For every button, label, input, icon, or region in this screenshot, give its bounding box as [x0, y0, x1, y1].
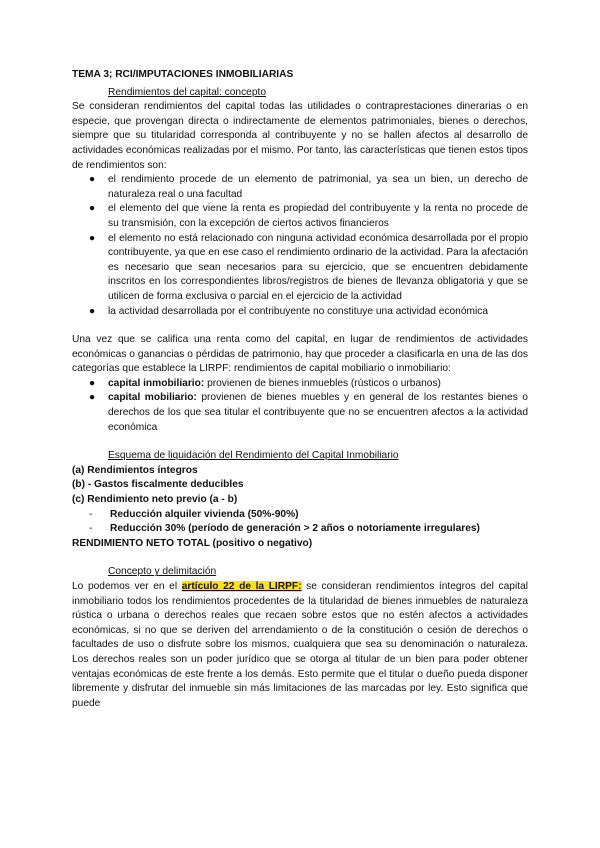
- bullet-icon: ●: [89, 232, 96, 244]
- highlighted-article: artículo 22 de la LIRPF:: [181, 581, 302, 592]
- page-title: TEMA 3; RCI/IMPUTACIONES INMOBILIARIAS: [72, 69, 294, 80]
- scheme-dash-line: - Reducción alquiler vivienda (50%-90%): [72, 508, 528, 523]
- scheme-dash-line: - Reducción 30% (período de generación > 2 años o notoriamente irregulares): [72, 522, 528, 537]
- dash-icon: -: [89, 508, 93, 520]
- list-item: ● la actividad desarrollada por el contribuyente no constituye una actividad económica: [72, 305, 528, 320]
- bullet-icon: ●: [89, 392, 96, 404]
- bullet-icon: ●: [89, 377, 96, 389]
- intro-paragraph: Se consideran rendimientos del capital todas las utilidades o contraprestaciones dinerarias o en especie, que provengan directa o indirectamente de elementos patrimoniales, bienes o derechos, siempre que su titularidad corresponda al contribuyente y no se hallen afectos al desarrollo de actividades económicas realizadas por el mismo. Por tanto, las características que tienen estos tipos de rendimientos son:: [72, 101, 528, 171]
- document-content: [72, 68, 528, 711]
- bullet-icon: ●: [89, 305, 96, 317]
- list-item: ● capital mobiliario: provienen de bienes muebles y en general de los restantes bienes o derechos de los que sea titular el contribuyente que no se encuentren afectos a la actividad económica: [89, 392, 528, 433]
- section-heading-delimitacion: Concepto y delimitación: [108, 566, 217, 578]
- list-item: ● el elemento no está relacionado con ninguna actividad económica desarrollada por el propio contribuyente, ya que en ese caso el rendimiento ordinario de la actividad. Para la afectación es necesario que sean necesarios para su ejercicio, que se encuentren debidamente inscritos en los correspondientes libros/registros de bienes de llevanza obligatoria y que se utilicen de forma exclusiva o parcial en el ejercicio de la actividad: [89, 232, 528, 302]
- section-heading-esquema: Esquema de liquidación del Rendimiento del Capital Inmobiliario: [108, 450, 399, 462]
- bullet-icon: ●: [89, 174, 96, 186]
- list-item: ● el elemento del que viene la renta es propiedad del contribuyente y la renta no procede de su transmisión, con la excepción de ciertos activos financieros: [89, 203, 528, 229]
- section-heading-concepto: Rendimientos del capital: concepto: [108, 86, 267, 98]
- categories-list: [72, 377, 528, 435]
- dash-icon: -: [89, 523, 93, 535]
- liquidation-scheme: [72, 464, 528, 552]
- scheme-total: RENDIMIENTO NETO TOTAL (positivo o negativo): [72, 537, 313, 549]
- bullet-icon: ●: [89, 203, 96, 215]
- characteristics-list: [72, 173, 528, 319]
- list-item: ● el rendimiento procede de un elemento de patrimonial, ya sea un bien, un derecho de naturaleza real o una facultad: [89, 174, 528, 200]
- classification-paragraph: Una vez que se califica una renta como del capital, en lugar de rendimientos de actividades económicas o ganancias o pérdidas de patrimonio, hay que proceder a clasificarla en una de las dos categorías que establece la LIRPF: rendimientos de capital mobiliario o inmobiliario:: [72, 334, 528, 375]
- list-item: ● capital inmobiliario: provienen de bienes inmuebles (rústicos o urbanos): [72, 377, 528, 392]
- article-paragraph: Lo podemos ver en el artículo 22 de la LIRPF: se consideran rendimientos íntegros del capital inmobiliario todos los rendimientos procedentes de la titularidad de bienes inmuebles de naturaleza rústica o urbana o derechos reales que recaen sobre estos que no estén afectos a actividades económicas, si no que se deriven del arrendamiento o de la constitución o cesión de derechos o facultades de uso o disfrute sobre los mismos, cualquiera que sea su denominación o naturaleza. Los derechos reales son un poder jurídico que se otorga al titular de un bien para poder obtener ventajas económicas de este frente a los demás. Esto permite que el titular o dueño pueda disponer libremente y disfrutar del inmueble sin más limitaciones de las marcadas por ley. Esto significa que puede: [72, 581, 528, 709]
- scheme-line: (a) Rendimientos íntegros: [72, 464, 198, 476]
- scheme-line: (c) Rendimiento neto previo (a - b): [72, 494, 238, 506]
- scheme-line: (b) - Gastos fiscalmente deducibles: [72, 479, 244, 491]
